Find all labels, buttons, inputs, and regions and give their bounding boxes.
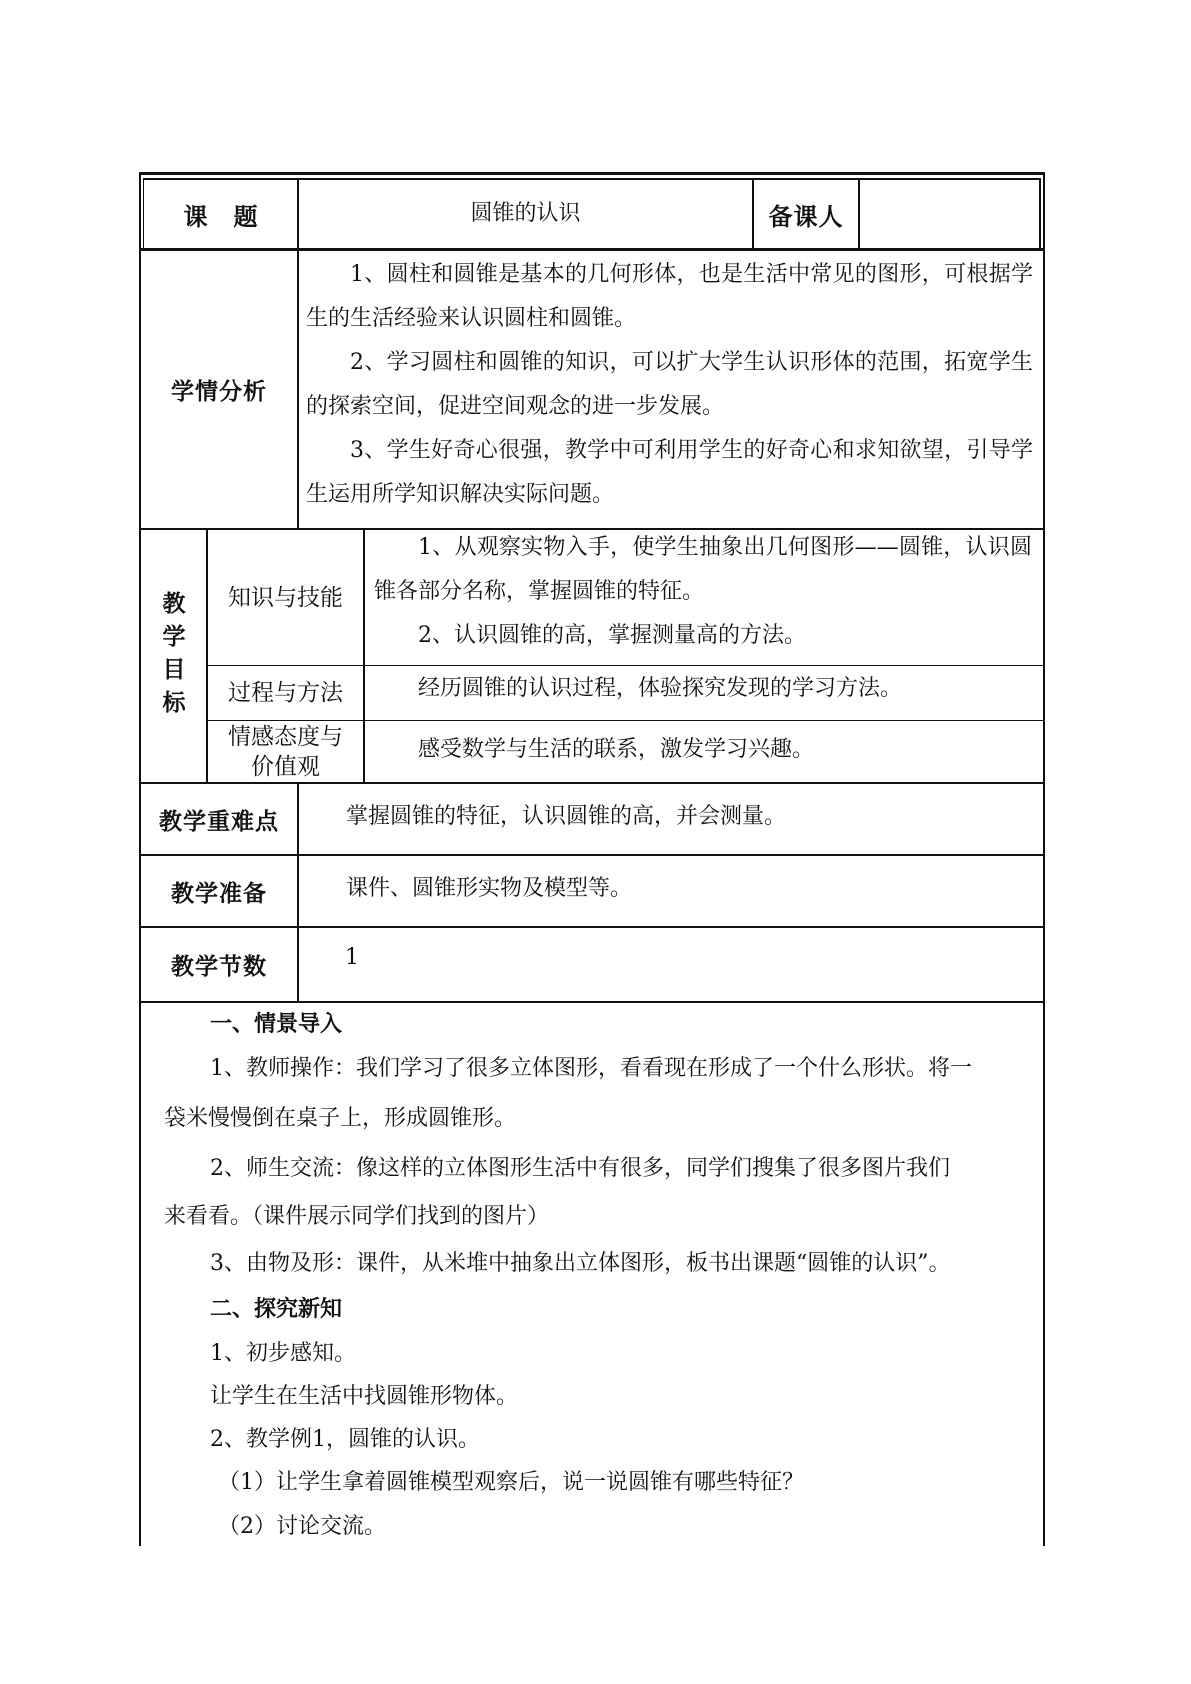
section-1-title: 一、情景导入 [210, 1012, 343, 1037]
section-1-para-1-line-1: 1、教师操作：我们学习了很多立体图形，看看现在形成了一个什么形状。将一 [210, 1056, 972, 1081]
objective-emotion-label-line1: 情感态度与 [228, 723, 343, 750]
section-1-para-2-line-2: 来看看。（课件展示同学们找到的图片） [164, 1204, 550, 1229]
objectives-label-char-2: 学 [162, 624, 186, 650]
section-2-para-4: （1）让学生拿着圆锥模型观察后，说一说圆锥有哪些特征？ [218, 1470, 804, 1495]
preparation-value: 课件、圆锥形实物及模型等。 [346, 876, 633, 901]
analysis-content [306, 253, 1033, 517]
objective-process-label: 过程与方法 [228, 680, 343, 706]
objective-knowledge-label: 知识与技能 [228, 584, 343, 611]
section-2-title: 二、探究新知 [210, 1297, 343, 1322]
section-2-para-3: 2、教学例1，圆锥的认识。 [210, 1427, 480, 1452]
objective-emotion-label [208, 721, 363, 782]
keypoints-label: 教学重难点 [159, 808, 279, 835]
topic-label: 课 题 [183, 202, 259, 231]
objective-emotion-content: 感受数学与生活的联系，激发学习兴趣。 [418, 737, 815, 762]
section-1-para-3: 3、由物及形：课件，从米堆中抽象出立体图形，板书出课题“圆锥的认识”。 [210, 1251, 951, 1276]
objective-knowledge-paragraph-1: 1、从观察实物入手，使学生抽象出几何图形——圆锥，认识圆锥各部分名称，掌握圆锥的特征。 [374, 535, 1032, 604]
preparer-label: 备课人 [768, 202, 844, 231]
section-2-para-1: 1、初步感知。 [210, 1341, 356, 1366]
table-double-border-left [143, 178, 144, 250]
objectives-label-char-3: 目 [162, 657, 186, 683]
objective-knowledge-content [374, 526, 1032, 658]
section-2-para-2: 让学生在生活中找圆锥形物体。 [210, 1384, 519, 1409]
objective-emotion-label-line2: 价值观 [251, 753, 320, 780]
periods-label: 教学节数 [171, 954, 267, 980]
analysis-paragraph-3: 3、学生好奇心很强，教学中可利用学生的好奇心和求知欲望，引导学生运用所学知识解决实际问题。 [306, 438, 1033, 507]
objective-process-content: 经历圆锥的认识过程，体验探究发现的学习方法。 [418, 676, 903, 701]
objectives-label [159, 588, 189, 720]
objectives-label-char-4: 标 [162, 690, 186, 716]
section-1-para-1-line-2: 袋米慢慢倒在桌子上，形成圆锥形。 [164, 1106, 517, 1131]
table-double-border-right [1039, 178, 1041, 250]
objective-knowledge-paragraph-2: 2、认识圆锥的高，掌握测量高的方法。 [418, 623, 806, 648]
section-1-para-2-line-1: 2、师生交流：像这样的立体图形生活中有很多，同学们搜集了很多图片我们 [210, 1156, 950, 1181]
objectives-label-char-1: 教 [162, 591, 186, 617]
analysis-paragraph-1: 1、圆柱和圆锥是基本的几何形体，也是生活中常见的图形，可根据学生的生活经验来认识圆柱和圆锥。 [306, 262, 1033, 331]
row-divider-periods [139, 1001, 1045, 1003]
analysis-label: 学情分析 [171, 379, 267, 405]
col-divider-periods [297, 928, 299, 1003]
preparation-label: 教学准备 [171, 880, 267, 907]
preparer-value [860, 180, 1039, 248]
section-2-para-5: （2）讨论交流。 [218, 1514, 386, 1539]
col-divider-analysis [297, 251, 299, 529]
keypoints-value: 掌握圆锥的特征，认识圆锥的高，并会测量。 [346, 804, 787, 829]
col-divider-objectives-2 [363, 530, 365, 783]
topic-value: 圆锥的认识 [470, 201, 581, 226]
periods-value: 1 [345, 945, 359, 970]
analysis-paragraph-2: 2、学习圆柱和圆锥的知识，可以扩大学生认识形体的范围，拓宽学生的探索空间，促进空间观念的进一步发展。 [306, 350, 1033, 419]
